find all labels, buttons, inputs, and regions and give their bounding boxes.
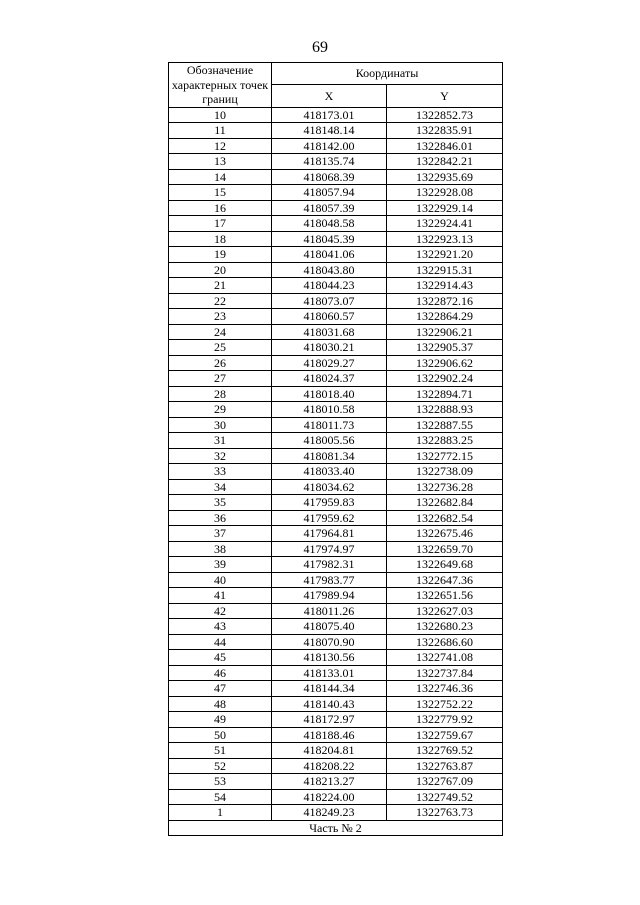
table-row <box>169 138 503 154</box>
x-coordinate-cell: 418130.56 <box>272 650 387 666</box>
point-cell: 27 <box>169 371 272 387</box>
table-row <box>169 169 503 185</box>
point-cell: 50 <box>169 727 272 743</box>
x-coordinate-cell: 418140.43 <box>272 696 387 712</box>
point-cell: 41 <box>169 588 272 604</box>
point-cell: 24 <box>169 324 272 340</box>
table-row <box>169 123 503 139</box>
table-row <box>169 727 503 743</box>
y-coordinate-cell: 1322682.54 <box>387 510 503 526</box>
x-coordinate-cell: 418057.94 <box>272 185 387 201</box>
table-row <box>169 386 503 402</box>
section-label: Часть № 2 <box>169 820 503 836</box>
x-coordinate-cell: 418057.39 <box>272 200 387 216</box>
table-header-row <box>169 63 503 85</box>
table-row <box>169 774 503 790</box>
x-coordinate-cell: 418048.58 <box>272 216 387 232</box>
table-row <box>169 572 503 588</box>
y-coordinate-cell: 1322741.08 <box>387 650 503 666</box>
point-cell: 22 <box>169 293 272 309</box>
point-cell: 52 <box>169 758 272 774</box>
y-coordinate-cell: 1322842.21 <box>387 154 503 170</box>
table-row <box>169 402 503 418</box>
y-coordinate-cell: 1322846.01 <box>387 138 503 154</box>
x-coordinate-cell: 418034.62 <box>272 479 387 495</box>
table-row <box>169 107 503 123</box>
x-coordinate-cell: 418133.01 <box>272 665 387 681</box>
x-coordinate-cell: 418081.34 <box>272 448 387 464</box>
y-coordinate-cell: 1322680.23 <box>387 619 503 635</box>
x-coordinate-cell: 418029.27 <box>272 355 387 371</box>
y-coordinate-cell: 1322659.70 <box>387 541 503 557</box>
x-coordinate-cell: 418070.90 <box>272 634 387 650</box>
table-row <box>169 712 503 728</box>
coordinates-header: Координаты <box>272 63 503 85</box>
y-coordinate-cell: 1322883.25 <box>387 433 503 449</box>
y-coordinate-cell: 1322888.93 <box>387 402 503 418</box>
table-row <box>169 805 503 821</box>
point-cell: 10 <box>169 107 272 123</box>
point-cell: 37 <box>169 526 272 542</box>
x-header: X <box>272 85 387 107</box>
coordinates-table <box>168 62 503 836</box>
x-coordinate-cell: 417974.97 <box>272 541 387 557</box>
table-row <box>169 340 503 356</box>
y-coordinate-cell: 1322779.92 <box>387 712 503 728</box>
y-coordinate-cell: 1322769.52 <box>387 743 503 759</box>
table-row <box>169 665 503 681</box>
table-row <box>169 743 503 759</box>
x-coordinate-cell: 417959.83 <box>272 495 387 511</box>
point-cell: 31 <box>169 433 272 449</box>
table-row <box>169 789 503 805</box>
point-cell: 42 <box>169 603 272 619</box>
table-row <box>169 541 503 557</box>
x-coordinate-cell: 418148.14 <box>272 123 387 139</box>
y-coordinate-cell: 1322772.15 <box>387 448 503 464</box>
table-row <box>169 309 503 325</box>
x-coordinate-cell: 417964.81 <box>272 526 387 542</box>
y-coordinate-cell: 1322923.13 <box>387 231 503 247</box>
y-coordinate-cell: 1322935.69 <box>387 169 503 185</box>
point-cell: 17 <box>169 216 272 232</box>
point-cell: 21 <box>169 278 272 294</box>
point-cell: 39 <box>169 557 272 573</box>
point-cell: 45 <box>169 650 272 666</box>
table-row <box>169 231 503 247</box>
table-row <box>169 185 503 201</box>
point-cell: 40 <box>169 572 272 588</box>
table-footer-row <box>169 820 503 836</box>
y-coordinate-cell: 1322905.37 <box>387 340 503 356</box>
x-coordinate-cell: 418224.00 <box>272 789 387 805</box>
table-row <box>169 557 503 573</box>
table-row <box>169 464 503 480</box>
point-cell: 19 <box>169 247 272 263</box>
y-coordinate-cell: 1322929.14 <box>387 200 503 216</box>
table-row <box>169 154 503 170</box>
x-coordinate-cell: 418142.00 <box>272 138 387 154</box>
point-cell: 28 <box>169 386 272 402</box>
x-coordinate-cell: 418011.73 <box>272 417 387 433</box>
x-coordinate-cell: 418144.34 <box>272 681 387 697</box>
point-designation-header: Обозначение характерных точек границ <box>169 63 272 108</box>
y-coordinate-cell: 1322752.22 <box>387 696 503 712</box>
x-coordinate-cell: 418188.46 <box>272 727 387 743</box>
point-cell: 25 <box>169 340 272 356</box>
x-coordinate-cell: 418043.80 <box>272 262 387 278</box>
y-header: Y <box>387 85 503 107</box>
y-coordinate-cell: 1322686.60 <box>387 634 503 650</box>
y-coordinate-cell: 1322906.21 <box>387 324 503 340</box>
x-coordinate-cell: 418208.22 <box>272 758 387 774</box>
point-cell: 34 <box>169 479 272 495</box>
table-row <box>169 650 503 666</box>
point-cell: 46 <box>169 665 272 681</box>
point-cell: 54 <box>169 789 272 805</box>
x-coordinate-cell: 417989.94 <box>272 588 387 604</box>
table-row <box>169 278 503 294</box>
point-cell: 53 <box>169 774 272 790</box>
table-row <box>169 247 503 263</box>
table-row <box>169 696 503 712</box>
y-coordinate-cell: 1322914.43 <box>387 278 503 294</box>
point-cell: 29 <box>169 402 272 418</box>
x-coordinate-cell: 418073.07 <box>272 293 387 309</box>
table-row <box>169 479 503 495</box>
table-row <box>169 495 503 511</box>
y-coordinate-cell: 1322736.28 <box>387 479 503 495</box>
point-cell: 51 <box>169 743 272 759</box>
y-coordinate-cell: 1322763.87 <box>387 758 503 774</box>
point-cell: 15 <box>169 185 272 201</box>
y-coordinate-cell: 1322835.91 <box>387 123 503 139</box>
point-cell: 49 <box>169 712 272 728</box>
x-coordinate-cell: 418044.23 <box>272 278 387 294</box>
x-coordinate-cell: 417959.62 <box>272 510 387 526</box>
y-coordinate-cell: 1322915.31 <box>387 262 503 278</box>
y-coordinate-cell: 1322887.55 <box>387 417 503 433</box>
y-coordinate-cell: 1322763.73 <box>387 805 503 821</box>
point-cell: 12 <box>169 138 272 154</box>
table-row <box>169 510 503 526</box>
x-coordinate-cell: 418173.01 <box>272 107 387 123</box>
table-row <box>169 433 503 449</box>
table-row <box>169 262 503 278</box>
table-row <box>169 200 503 216</box>
table-row <box>169 634 503 650</box>
x-coordinate-cell: 418204.81 <box>272 743 387 759</box>
point-cell: 36 <box>169 510 272 526</box>
table-row <box>169 758 503 774</box>
y-coordinate-cell: 1322682.84 <box>387 495 503 511</box>
point-cell: 26 <box>169 355 272 371</box>
x-coordinate-cell: 418060.57 <box>272 309 387 325</box>
point-cell: 18 <box>169 231 272 247</box>
y-coordinate-cell: 1322902.24 <box>387 371 503 387</box>
point-cell: 14 <box>169 169 272 185</box>
point-cell: 32 <box>169 448 272 464</box>
table-row <box>169 681 503 697</box>
y-coordinate-cell: 1322906.62 <box>387 355 503 371</box>
x-coordinate-cell: 418135.74 <box>272 154 387 170</box>
table-row <box>169 417 503 433</box>
y-coordinate-cell: 1322894.71 <box>387 386 503 402</box>
y-coordinate-cell: 1322627.03 <box>387 603 503 619</box>
x-coordinate-cell: 418041.06 <box>272 247 387 263</box>
x-coordinate-cell: 418010.58 <box>272 402 387 418</box>
y-coordinate-cell: 1322759.67 <box>387 727 503 743</box>
table-row <box>169 293 503 309</box>
x-coordinate-cell: 418033.40 <box>272 464 387 480</box>
x-coordinate-cell: 418018.40 <box>272 386 387 402</box>
table-row <box>169 603 503 619</box>
y-coordinate-cell: 1322767.09 <box>387 774 503 790</box>
x-coordinate-cell: 417982.31 <box>272 557 387 573</box>
x-coordinate-cell: 418045.39 <box>272 231 387 247</box>
table-body <box>169 107 503 820</box>
x-coordinate-cell: 418075.40 <box>272 619 387 635</box>
point-cell: 43 <box>169 619 272 635</box>
x-coordinate-cell: 418031.68 <box>272 324 387 340</box>
x-coordinate-cell: 418030.21 <box>272 340 387 356</box>
point-cell: 13 <box>169 154 272 170</box>
point-cell: 11 <box>169 123 272 139</box>
point-cell: 48 <box>169 696 272 712</box>
point-cell: 47 <box>169 681 272 697</box>
x-coordinate-cell: 418005.56 <box>272 433 387 449</box>
point-cell: 44 <box>169 634 272 650</box>
x-coordinate-cell: 417983.77 <box>272 572 387 588</box>
y-coordinate-cell: 1322746.36 <box>387 681 503 697</box>
y-coordinate-cell: 1322675.46 <box>387 526 503 542</box>
table-row <box>169 371 503 387</box>
y-coordinate-cell: 1322924.41 <box>387 216 503 232</box>
x-coordinate-cell: 418213.27 <box>272 774 387 790</box>
table-row <box>169 619 503 635</box>
y-coordinate-cell: 1322872.16 <box>387 293 503 309</box>
x-coordinate-cell: 418024.37 <box>272 371 387 387</box>
table-row <box>169 216 503 232</box>
point-cell: 33 <box>169 464 272 480</box>
y-coordinate-cell: 1322852.73 <box>387 107 503 123</box>
x-coordinate-cell: 418172.97 <box>272 712 387 728</box>
y-coordinate-cell: 1322921.20 <box>387 247 503 263</box>
y-coordinate-cell: 1322928.08 <box>387 185 503 201</box>
table-row <box>169 324 503 340</box>
point-cell: 35 <box>169 495 272 511</box>
page-number: 69 <box>312 39 328 56</box>
x-coordinate-cell: 418249.23 <box>272 805 387 821</box>
y-coordinate-cell: 1322649.68 <box>387 557 503 573</box>
y-coordinate-cell: 1322749.52 <box>387 789 503 805</box>
point-cell: 30 <box>169 417 272 433</box>
y-coordinate-cell: 1322864.29 <box>387 309 503 325</box>
point-cell: 1 <box>169 805 272 821</box>
point-cell: 38 <box>169 541 272 557</box>
table-row <box>169 448 503 464</box>
table-row <box>169 355 503 371</box>
table-row <box>169 526 503 542</box>
y-coordinate-cell: 1322647.36 <box>387 572 503 588</box>
x-coordinate-cell: 418011.26 <box>272 603 387 619</box>
y-coordinate-cell: 1322737.84 <box>387 665 503 681</box>
point-cell: 16 <box>169 200 272 216</box>
table-row <box>169 588 503 604</box>
y-coordinate-cell: 1322738.09 <box>387 464 503 480</box>
x-coordinate-cell: 418068.39 <box>272 169 387 185</box>
point-cell: 23 <box>169 309 272 325</box>
y-coordinate-cell: 1322651.56 <box>387 588 503 604</box>
point-cell: 20 <box>169 262 272 278</box>
